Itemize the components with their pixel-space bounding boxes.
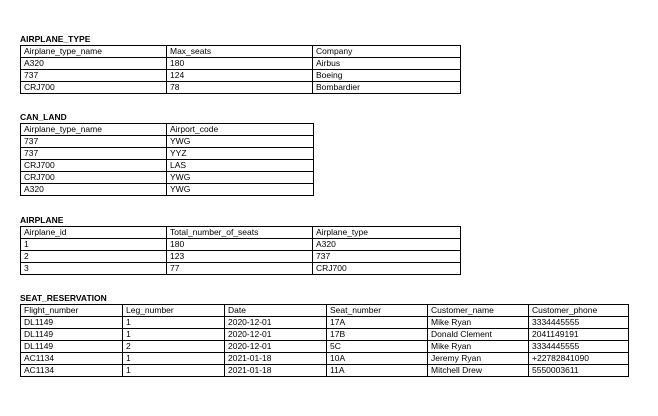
airplane-type-title: AIRPLANE_TYPE bbox=[20, 34, 91, 44]
table-cell: 737 bbox=[21, 136, 167, 148]
table-cell: DL1149 bbox=[21, 329, 123, 341]
table-cell: YWG bbox=[167, 184, 314, 196]
airplane-title: AIRPLANE bbox=[20, 215, 64, 225]
table-row bbox=[21, 136, 314, 148]
table-cell: AC1134 bbox=[21, 353, 123, 365]
table-cell: CRJ700 bbox=[313, 263, 461, 275]
table-cell: DL1149 bbox=[21, 341, 123, 353]
table-cell: 3334445555 bbox=[529, 317, 629, 329]
table-cell: 5550003611 bbox=[529, 365, 629, 377]
table-cell: A320 bbox=[21, 184, 167, 196]
table-header-row bbox=[21, 305, 629, 317]
table-cell: 10A bbox=[327, 353, 428, 365]
table-cell: 78 bbox=[167, 82, 313, 94]
table-row bbox=[21, 184, 314, 196]
table-cell: CRJ700 bbox=[21, 172, 167, 184]
airplane-table bbox=[20, 226, 461, 275]
table-cell: CRJ700 bbox=[21, 160, 167, 172]
table-cell: 3334445555 bbox=[529, 341, 629, 353]
table-row bbox=[21, 148, 314, 160]
table-cell: 17B bbox=[327, 329, 428, 341]
column-header: Leg_number bbox=[123, 305, 225, 317]
table-row bbox=[21, 353, 629, 365]
column-header: Total_number_of_seats bbox=[167, 227, 313, 239]
table-header-row bbox=[21, 124, 314, 136]
table-cell: 123 bbox=[167, 251, 313, 263]
table-cell: 1 bbox=[123, 353, 225, 365]
column-header: Airplane_type bbox=[313, 227, 461, 239]
table-row bbox=[21, 239, 461, 251]
table-cell: 2021-01-18 bbox=[225, 353, 327, 365]
column-header: Customer_phone bbox=[529, 305, 629, 317]
table-cell: Mike Ryan bbox=[428, 317, 529, 329]
seat-reservation-table bbox=[20, 304, 629, 377]
table-row bbox=[21, 172, 314, 184]
table-row bbox=[21, 82, 461, 94]
table-cell: 2 bbox=[123, 341, 225, 353]
column-header: Seat_number bbox=[327, 305, 428, 317]
table-cell: 77 bbox=[167, 263, 313, 275]
column-header: Company bbox=[313, 46, 461, 58]
table-row bbox=[21, 70, 461, 82]
table-cell: 1 bbox=[123, 365, 225, 377]
table-cell: Mitchell Drew bbox=[428, 365, 529, 377]
airplane-type-section bbox=[20, 34, 461, 94]
table-cell: LAS bbox=[167, 160, 314, 172]
table-row bbox=[21, 365, 629, 377]
table-cell: Mike Ryan bbox=[428, 341, 529, 353]
table-cell: YYZ bbox=[167, 148, 314, 160]
table-row bbox=[21, 160, 314, 172]
table-cell: Boeing bbox=[313, 70, 461, 82]
table-cell: 2020-12-01 bbox=[225, 329, 327, 341]
table-cell: CRJ700 bbox=[21, 82, 167, 94]
table-cell: 2020-12-01 bbox=[225, 341, 327, 353]
column-header: Flight_number bbox=[21, 305, 123, 317]
can-land-title: CAN_LAND bbox=[20, 112, 67, 122]
table-cell: Bombardier bbox=[313, 82, 461, 94]
column-header: Date bbox=[225, 305, 327, 317]
table-cell: 3 bbox=[21, 263, 167, 275]
table-cell: 2041149191 bbox=[529, 329, 629, 341]
column-header: Airport_code bbox=[167, 124, 314, 136]
table-cell: 2 bbox=[21, 251, 167, 263]
seat-reservation-section bbox=[20, 293, 629, 377]
can-land-section bbox=[20, 112, 314, 196]
can-land-table bbox=[20, 123, 314, 196]
table-cell: +22782841090 bbox=[529, 353, 629, 365]
table-header-row bbox=[21, 227, 461, 239]
table-cell: 1 bbox=[123, 329, 225, 341]
table-cell: 2021-01-18 bbox=[225, 365, 327, 377]
table-cell: Donald Clement bbox=[428, 329, 529, 341]
table-cell: 17A bbox=[327, 317, 428, 329]
table-cell: 11A bbox=[327, 365, 428, 377]
seat-reservation-title: SEAT_RESERVATION bbox=[20, 293, 107, 303]
column-header: Max_seats bbox=[167, 46, 313, 58]
table-row bbox=[21, 329, 629, 341]
table-row bbox=[21, 317, 629, 329]
table-cell: 180 bbox=[167, 58, 313, 70]
table-cell: 737 bbox=[313, 251, 461, 263]
airplane-section bbox=[20, 215, 461, 275]
table-cell: 1 bbox=[21, 239, 167, 251]
table-cell: DL1149 bbox=[21, 317, 123, 329]
table-cell: 1 bbox=[123, 317, 225, 329]
table-row bbox=[21, 251, 461, 263]
table-cell: Jeremy Ryan bbox=[428, 353, 529, 365]
table-cell: 737 bbox=[21, 70, 167, 82]
table-cell: AC1134 bbox=[21, 365, 123, 377]
table-header-row bbox=[21, 46, 461, 58]
column-header: Customer_name bbox=[428, 305, 529, 317]
airplane-type-table bbox=[20, 45, 461, 94]
table-cell: 124 bbox=[167, 70, 313, 82]
table-cell: YWG bbox=[167, 136, 314, 148]
table-cell: A320 bbox=[313, 239, 461, 251]
table-row bbox=[21, 341, 629, 353]
column-header: Airplane_type_name bbox=[21, 46, 167, 58]
table-cell: 737 bbox=[21, 148, 167, 160]
table-cell: 2020-12-01 bbox=[225, 317, 327, 329]
table-cell: YWG bbox=[167, 172, 314, 184]
table-row bbox=[21, 263, 461, 275]
table-cell: Airbus bbox=[313, 58, 461, 70]
column-header: Airplane_type_name bbox=[21, 124, 167, 136]
table-cell: A320 bbox=[21, 58, 167, 70]
column-header: Airplane_id bbox=[21, 227, 167, 239]
table-row bbox=[21, 58, 461, 70]
table-cell: 180 bbox=[167, 239, 313, 251]
table-cell: 5C bbox=[327, 341, 428, 353]
